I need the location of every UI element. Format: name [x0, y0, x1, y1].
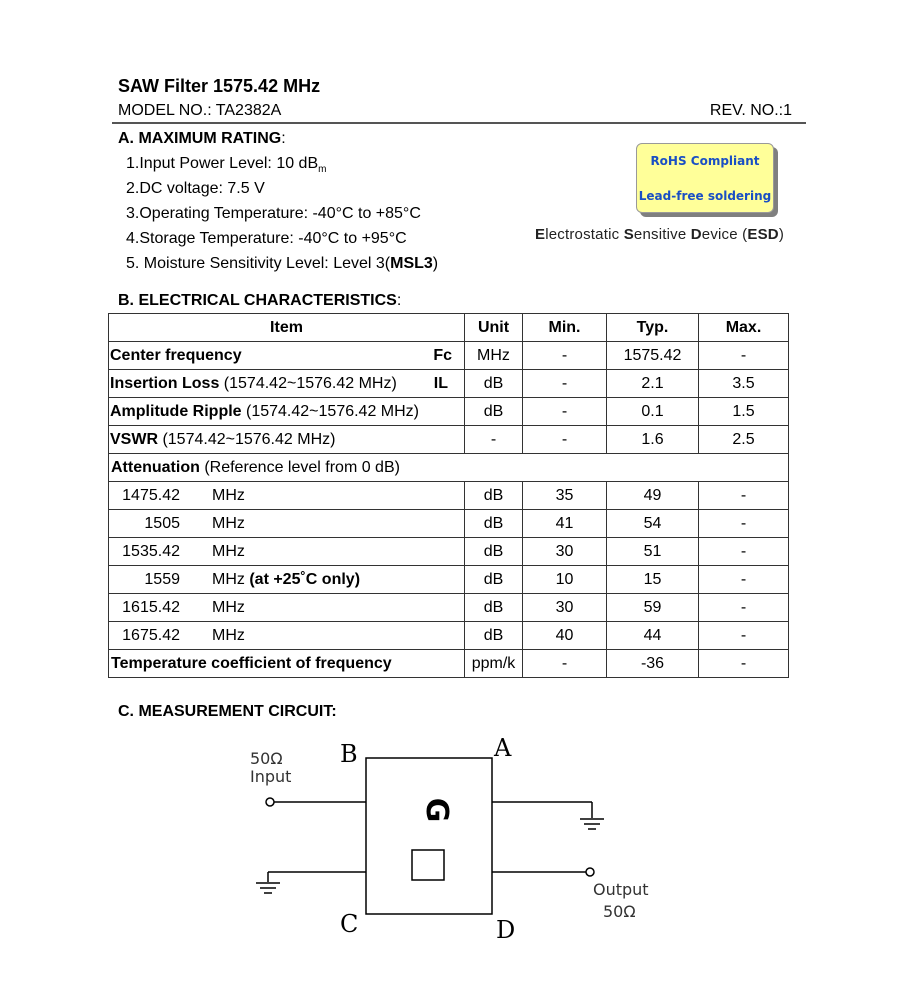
- electrical-characteristics-table: [108, 313, 789, 678]
- input-terminal-icon: [266, 798, 274, 806]
- pin-c-label: C: [340, 910, 359, 938]
- circuit-heading: C. MEASUREMENT CIRCUIT:: [118, 703, 337, 720]
- rohs-compliant-label: RoHS Compliant: [650, 154, 760, 168]
- pin-a-label: A: [494, 734, 512, 762]
- table-row: [109, 566, 789, 594]
- min-cell: 30: [523, 594, 607, 622]
- electrical-heading: B. ELECTRICAL CHARACTERISTICS:: [118, 292, 402, 309]
- param-cell: Temperature coefficient of frequency: [109, 650, 465, 678]
- freq-cell: 1475.42 MHz: [109, 482, 465, 510]
- freq-cell: 1615.42 MHz: [109, 594, 465, 622]
- max-cell: 1.5: [699, 398, 789, 426]
- param-cell: Center frequency Fc: [109, 342, 465, 370]
- rating-item-1: 1.Input Power Level: 10 $dB_m$: [126, 155, 327, 176]
- output-terminal-icon: [586, 868, 594, 876]
- header-unit: Unit: [465, 314, 523, 342]
- header-max: Max.: [699, 314, 789, 342]
- table-row: [109, 370, 789, 398]
- ground-symbol-icon: [580, 819, 604, 829]
- header-divider: [112, 122, 806, 124]
- measurement-circuit-diagram: [240, 730, 660, 955]
- saw-device-body: [366, 758, 492, 914]
- table-row: [109, 510, 789, 538]
- table-row: [109, 650, 789, 678]
- typ-cell: 15: [607, 566, 699, 594]
- esd-notice: Electrostatic Sensitive Device (ESD): [535, 226, 785, 243]
- min-cell: 10: [523, 566, 607, 594]
- freq-cell: 1559 MHz (at +25˚C only): [109, 566, 465, 594]
- rating-item-3: 3.Operating Temperature: -40°C to +85°C: [126, 205, 421, 222]
- max-cell: -: [699, 342, 789, 370]
- table-row: [109, 482, 789, 510]
- param-cell: Insertion Loss (1574.42~1576.42 MHz) IL: [109, 370, 465, 398]
- max-cell: 3.5: [699, 370, 789, 398]
- param-cell: Amplitude Ripple (1574.42~1576.42 MHz): [109, 398, 465, 426]
- unit-cell: dB: [465, 510, 523, 538]
- pin-d-label: D: [496, 916, 516, 944]
- unit-cell: MHz: [465, 342, 523, 370]
- pin-b-label: B: [340, 740, 358, 768]
- typ-cell: 1575.42: [607, 342, 699, 370]
- document-title: SAW Filter 1575.42 MHz: [118, 76, 321, 96]
- ground-symbol-icon: [256, 883, 280, 893]
- unit-cell: dB: [465, 482, 523, 510]
- typ-cell: 54: [607, 510, 699, 538]
- max-cell: -: [699, 538, 789, 566]
- table-header-row: [109, 314, 789, 342]
- typ-cell: 1.6: [607, 426, 699, 454]
- typ-cell: 2.1: [607, 370, 699, 398]
- max-cell: -: [699, 594, 789, 622]
- min-cell: -: [523, 370, 607, 398]
- unit-cell: -: [465, 426, 523, 454]
- output-impedance-label: 50Ω: [603, 902, 636, 921]
- unit-cell: dB: [465, 594, 523, 622]
- table-row: [109, 426, 789, 454]
- rohs-badge: [636, 143, 774, 213]
- table-row: [109, 342, 789, 370]
- input-label: Input: [250, 767, 292, 786]
- rating-item-5: 5. Moisture Sensitivity Level: Level 3(MSL3): [126, 255, 439, 272]
- param-cell: VSWR (1574.42~1576.42 MHz): [109, 426, 465, 454]
- attenuation-row: [109, 454, 789, 482]
- typ-cell: 51: [607, 538, 699, 566]
- manufacturer-logo-icon: G: [419, 797, 454, 823]
- lead-free-label: Lead-free soldering: [638, 189, 772, 203]
- max-cell: -: [699, 622, 789, 650]
- table-row: [109, 622, 789, 650]
- unit-cell: dB: [465, 622, 523, 650]
- unit-cell: dB: [465, 398, 523, 426]
- model-number: MODEL NO.: TA2382A: [118, 102, 282, 119]
- typ-cell: -36: [607, 650, 699, 678]
- max-cell: -: [699, 566, 789, 594]
- min-cell: -: [523, 650, 607, 678]
- unit-cell: dB: [465, 566, 523, 594]
- max-cell: -: [699, 482, 789, 510]
- typ-cell: 44: [607, 622, 699, 650]
- min-cell: 30: [523, 538, 607, 566]
- input-impedance-label: 50Ω: [250, 749, 283, 768]
- min-cell: 35: [523, 482, 607, 510]
- max-cell: 2.5: [699, 426, 789, 454]
- header-typ: Typ.: [607, 314, 699, 342]
- unit-cell: dB: [465, 370, 523, 398]
- freq-cell: 1505 MHz: [109, 510, 465, 538]
- unit-cell: ppm/k: [465, 650, 523, 678]
- unit-cell: dB: [465, 538, 523, 566]
- freq-cell: 1535.42 MHz: [109, 538, 465, 566]
- freq-cell: 1675.42 MHz: [109, 622, 465, 650]
- table-row: [109, 594, 789, 622]
- rating-item-4: 4.Storage Temperature: -40°C to +95°C: [126, 230, 407, 247]
- table-row: [109, 538, 789, 566]
- max-rating-heading: A. MAXIMUM RATING:: [118, 130, 286, 147]
- attenuation-cell: Attenuation (Reference level from 0 dB): [109, 454, 789, 482]
- typ-cell: 0.1: [607, 398, 699, 426]
- max-cell: -: [699, 510, 789, 538]
- table-row: [109, 398, 789, 426]
- min-cell: -: [523, 426, 607, 454]
- output-label: Output: [593, 880, 649, 899]
- min-cell: 40: [523, 622, 607, 650]
- typ-cell: 49: [607, 482, 699, 510]
- min-cell: 41: [523, 510, 607, 538]
- rating-item-2: 2.DC voltage: 7.5 V: [126, 180, 265, 197]
- max-cell: -: [699, 650, 789, 678]
- typ-cell: 59: [607, 594, 699, 622]
- revision-number: REV. NO.:1: [709, 102, 792, 119]
- min-cell: -: [523, 398, 607, 426]
- header-item: Item: [109, 314, 465, 342]
- header-min: Min.: [523, 314, 607, 342]
- min-cell: -: [523, 342, 607, 370]
- device-marking-square-icon: [412, 850, 444, 880]
